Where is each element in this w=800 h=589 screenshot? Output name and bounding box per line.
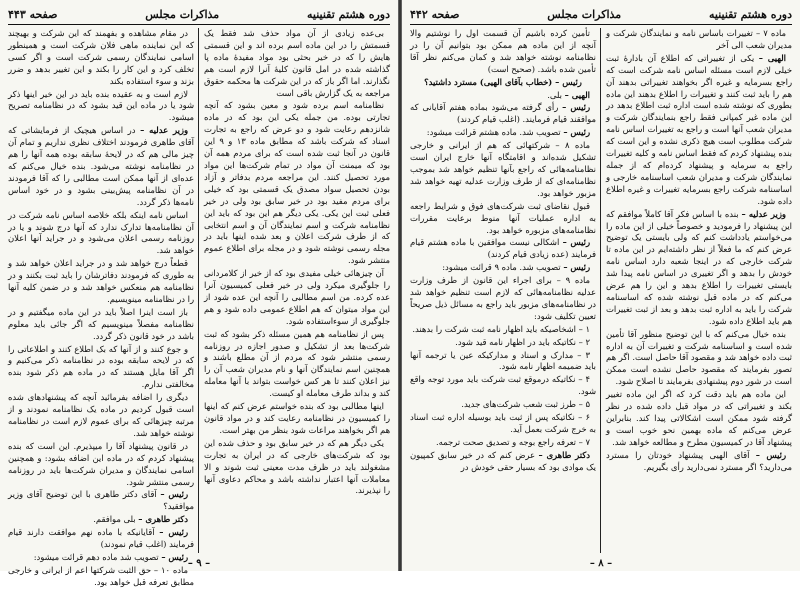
page-442 — [402, 0, 800, 571]
paragraph-text: اساس نامه اینکه بلکه خلاصه اساس نامه شرکت در آن نظامنامه‌ها تدارک ندارد که آنها درج شوند و یا در روزنامه رسمی اعلان می‌شود و در جراید آنها اعلان خواهد شد. — [8, 209, 194, 256]
text-paragraph — [606, 28, 792, 52]
text-paragraph — [410, 374, 596, 398]
paragraph-text: ۳ – مدارک و اسناد و مدارکیکه عین یا ترجمه آنها باید ضمیمه اظهار نامه شود. — [410, 349, 596, 372]
paragraph-text: بلی. — [547, 89, 562, 100]
paragraph-text: ماده ۷ – تغییرات باساس نامه و نمایندگان شرکت و مدیران شعب الی آخر — [606, 28, 792, 50]
text-paragraph — [8, 392, 194, 440]
speech-paragraph — [410, 127, 596, 139]
speaker-name: دکتر طاهری – — [138, 514, 188, 525]
paragraph-text: آن چیزهائی خیلی مفیدی بود که از خیر از کلامردانی را جلوگیری میکرد ولی در خیر فعلی کمیسیون آنرا عده کرده. من اسم مطالبی را آنچه این عده شود از این مواد میتوان که هم اطلاع عمومی داده شود و هم جلوگیری از سوءاستفاده شود. — [204, 268, 390, 326]
paragraph-text: ۴ – نکاتیکه درموقع ثبت شرکت باید مورد توجه واقع شود. — [410, 374, 596, 397]
paragraph-text: نظامنامه اسم برده شود و معین بشود که آنچه تجارتی بوده. من جمله یکی این بود که در ماده شانزدهم رعایت شود و دو عرض که راجع به تجارت اسناد که شرکت باشد که مطابق ماده ۱۳ و ۹ این قانون در آنجا ثبت شده است که برای مردم همه آن بود که میمنت آن مواد در تمام شرکت‌ها این مواد مورد تحصیل کنند. این مراجعه مردم بدفاتر و آزاد بودن تحصیل سواد مصدق یک قسمتی بود که خیلی برای مردم مفید بود در خیر سابق بود ولی در خیر فعلی ثبت این یکی. یکی دیگر هم این بود که باید این نظامنامه شرکت و اسم نمایندگان آن و اسم انتخابی که از طرف شرکت اعلان و بعد شده اینها باید در مجله رسمی نوشته شود و در مجله برای اطلاع عموم منتشر شود. — [204, 100, 390, 266]
paragraph-text: در قانون پیشنهاد آقا را میپذیرم. این است که بنده پیشنهاد کردم که در ماده این اضافه بشود: و همچنین اسامی نمایندگان و مدیران شرکت‌ها باید در روزنامه رسمی منتشر شود. — [8, 440, 194, 487]
paragraph-text: بی‌عده زیادی از آن مواد حذف شد فقط یک قسمتش را در این ماده اسم برده اند و این قسمتی هایش را که در خیر بحثی بود مواد مفیدهٔ ماده پا گذاشته شده در امل قانون کلیه‌ٔ آنرا لازم است هم نگذارند. اما اگر باز که در این شرکت ها محکمه حقوق مراجعه به یک گزارش باقی است — [204, 28, 390, 98]
paragraph-text: و جوع کنند و از آنها که بک اطلاع کنند و اطلاعاتی را که در لایحه سابقه بوده در نظامنامه ذکر می‌کنیم و اگر آقا مایل هستند که در ماده هم ذکر شود بنده مخالفتی ندارم. — [8, 343, 194, 390]
text-column-left — [410, 28, 596, 553]
speech-paragraph — [8, 514, 194, 526]
speaker-name: رئیس – — [755, 449, 786, 460]
speech-paragraph — [606, 53, 792, 208]
speech-paragraph — [410, 450, 596, 474]
column-divider — [600, 28, 601, 553]
paragraph-text: اینها مطالبی بود که بنده خواستم عرض کنم که اینها را کمیسیون در نظامنامه رعایت کند و در مواد قانون هم اگر بخواهند مراعات شود بنظر من بهتر است. — [204, 401, 390, 435]
text-paragraph — [8, 28, 194, 88]
text-column-right — [606, 28, 792, 553]
speaker-name: رئیس – — [160, 489, 188, 500]
paragraph-text: قطعاً درج خواهد شد و در جراید اعلان خواهد شد و به طوری که فرمودند دفاترشان را باید ثبت بکنند و در نظامنامه هم منعکس خواهد شد و در ضمن کلیه آنها را در نظامنامه مینویسیم. — [8, 258, 194, 304]
text-paragraph — [204, 100, 390, 267]
text-paragraph — [410, 350, 596, 374]
speech-paragraph — [410, 262, 596, 274]
paragraph-text: بلی موافقم. — [93, 514, 136, 525]
paragraph-text: ماده ۸ – شرکتهائی که هم از ایرانی و خارجی تشکیل شده‌اند و اقامتگاه آنها خارج ایران است نظامنامه‌هائی که راجع بآنها تنظیم خواهد شد بموجب نظامنامه‌ای که از طرف وزارت عدلیه تهیه خواهد شد مزبور خواهد بود. — [410, 140, 596, 198]
text-paragraph — [8, 258, 194, 306]
text-paragraph — [410, 201, 596, 237]
paragraph-text: رأی گرفته می‌شود بماده هفتم آقایانی که موافقند قیام فرمایند. (اغلب قیام کردند) — [410, 102, 596, 125]
page-folio: – ۸ – — [589, 558, 613, 569]
text-paragraph — [8, 307, 194, 343]
paragraph-text: لازم است و به عقیده بنده باید در این خیر اینها ذکر شود یا در ماده این قید بشود که در نظامنامه تصریح میشود. — [8, 88, 194, 123]
paragraph-text: پس از نظامنامه هم همین مسئله ذکر بشود که ثبت شرکت‌ها بعد از تشکیل و صدور اجازه در روزنامه رسمی منتشر شود که مردم از آن مطلع باشند و همچنین اسم نمایندگان آنها و نام مدیران شعب آن را نیز اعلان کنند تا هر کس خواست بتواند با آنها معامله کند و بداند طرف معامله او کیست. — [204, 328, 390, 399]
column-divider — [198, 28, 199, 553]
text-paragraph — [606, 329, 792, 389]
speech-paragraph — [8, 527, 194, 551]
speaker-name: الهیی – — [758, 52, 786, 63]
speaker-name: رئیس – — [562, 237, 591, 248]
paragraph-text: تصویب شد ماده دهم قرائت میشود: — [33, 551, 159, 562]
paragraph-text: در مقام مشاهده و بفهمند که این شرکت و بهیچند که این نماینده ماهی فلان شرکت است و همینطور اسامی نمایندگان رسمی شرکت است و اگر کسی تخلف کرد و این کار را بکند و این تغییر بدهد و ضرر بزند و سوء استفاده بکند — [8, 28, 194, 86]
paragraph-text: ماده ۱۰ – حق الثبت شرکتها اعم از ایرانی و خارجی مطابق تعرفه قبل خواهد بود. — [8, 564, 194, 587]
text-paragraph — [204, 329, 390, 400]
text-paragraph — [204, 268, 390, 328]
text-paragraph — [8, 441, 194, 489]
speaker-name: رئیس – — [563, 127, 590, 138]
speaker-name: رئیس – — [562, 102, 591, 113]
paragraph-text: آقای الهیی پیشنهاد خودتان را مسترد می‌دارید؟ اگر مسترد نمی‌دارید رأی بگیریم. — [606, 449, 792, 472]
text-column-left — [8, 28, 194, 587]
header-session: دوره هشتم تقنينيه — [709, 7, 792, 21]
paragraph-text: بنده با اساس فکر آقا کاملاً موافقم که این پیشنهاد را فرمودید و خصوصاً خیلی از این ماده را می‌خواستم یادداشت کنم که ولی بایستی یک توضیح عرض کنم که ما فعلاً از نظر داشته‌ایم در این ماده تا شرکت خارجی که در اینجا شعبه دارد اساس نامه خودش را بدهد و اگر تغییری در اساس نامه پیدا شد بایستی تغییرات را اطلاع بدهد و این را هم عرض می‌کنم که در ماده قبل نوشته شده که اساسنامه شرکت را باید به اداره ثبت بدهد و بعد از ثبت تغییرات هم باید اطلاع داده شود. — [606, 208, 792, 326]
text-paragraph — [410, 324, 596, 336]
motion-line: رئیس – (خطاب بآقای الهیی) مسترد داشتید؟ — [424, 76, 582, 87]
paragraph-text: تأمین کرده باشیم آن قسمت اول را نوشتیم والا آنچه از این ماده هم ممکن بود بتوانیم آن را در نظامنامه نوشته خواهد شد و کمان می‌کنم نظر آقا تأمین شده باشد. (صحیح است) — [410, 28, 596, 74]
text-paragraph — [410, 275, 596, 323]
header-session: دوره هشتم تقنينيه — [307, 7, 390, 21]
text-paragraph — [410, 337, 596, 349]
speaker-name: رئیس – — [563, 262, 590, 273]
text-column-right — [204, 28, 390, 553]
page-folio: – ۹ – — [187, 558, 211, 569]
speech-paragraph — [606, 450, 792, 474]
paragraph-text: دیگری را اضافه بفرمائید آنچه که پیشنهادهای شده است قبول کردیم در ماده یک نظامنامه نمودند و از مرتبه چیزهائی که برای عموم لازم است در نظامنامه نوشته خواهد شد. — [8, 392, 194, 438]
speech-paragraph — [410, 90, 596, 102]
speaker-name: دکتر طاهری – — [538, 449, 590, 460]
paragraph-text: اشکالی نیست موافقین با ماده هشتم قیام فرمایند (عده زیادی قیام کردند) — [410, 237, 596, 260]
paragraph-text: آقایانیکه با ماده نهم موافقت دارند قیام فرمایند (اغلب قیام نمودند) — [8, 527, 194, 550]
speech-paragraph — [606, 209, 792, 328]
paragraph-text: در اساس هیچیک از فرمایشاتی که آقای طاهری فرمودند اختلاف نظری نداریم و تمام آن چیز مالی هم که در لایحهٔ سابقه بوده همه آنها را هم در نظامنامه نوشته می‌شود. بنده خیال می‌کنم که عده‌ای از آنها ممکن است مطالبی را که آقا فرمودند در آن نظامنامه پیش‌بینی بشود و در خود اساس نامه‌ها ذکر گردد. — [8, 125, 194, 207]
header-title: مذاكرات مجلس — [145, 7, 220, 21]
paragraph-text: ماده ۹ – برای اجراء این قانون از طرف وزارت عدلیه نظامنامه‌هائی که لازم است تنظیم خواهد شد در نظامنامه‌های مزبور باید راجع به مسائل ذیل صریحاً تعیین تکلیف شود: — [410, 275, 596, 321]
paragraph-text: یکی دیگر هم که در خیر سابق بود و حذف شده این بود که شرکت‌های خارجی که در ایران به تجارت مشغولند باید در ظرف مدت معینی ثبت شوند و الا معاملات آنها اعتبار نداشته باشد و محاکم دعاوی آنها را نپذیرند. — [204, 437, 390, 496]
paragraph-text: ۱ – اشخاصیکه باید اظهار نامه ثبت شرکت را بدهند. — [412, 323, 590, 334]
speaker-name: وزیر عدلیه – — [741, 208, 786, 219]
paragraph-text: بنده خیال می‌کنم که با این توضیح منظور آقا تأمین شده است و اساسنامه شرکت و تغییرات آن به اداره ثبت داده خواهد شد و مقصود آقا حاصل است. اگر هم تصور بفرمایند که مقصود حاصل نشده است ممکن است در شور دوم پیشنهادی بفرمایند تا اصلاح شود. — [606, 328, 792, 387]
paragraph-text: یکی از تغییراتی که اطلاع آن بادارهٔ ثبت خیلی لازم است مسئله اساس نامه شرکت است که راجع بسرمایه و غیره اگر بخواهند تغییراتی بدهند آن هم را باید ثبت کنند و تغییرات را اطلاع بدهند این ماده بطوری که نوشته شده است اداره ثبت اطلاع بدهد در این ماده غیر کمپانی فقط راجع بنمایندگان شرکت و مدیران شعب آنها است و راجع به تغییرات اساس نامه شرکت مطلوب است هیچ ذکری نشده و این است که بنده پیشنهاد کردم که فقط اساس نامه و کلیه تغییرات راجع به سرمایه و پیشنهاد کرده‌ام که از جمله نمایندگان شرکت و مدیران شعب اساسنامه خارجی و اساسنامه شرکت راجع بسرمایه تغییرات و غیره اطلاع داده شود. — [606, 52, 792, 206]
speaker-name: الهیی – — [564, 89, 590, 100]
running-head — [410, 4, 792, 25]
speaker-name: وزیر عدلیه – — [140, 125, 188, 136]
paragraph-text: ۲ – نکاتیکه باید در اظهار نامه قید شود. — [455, 336, 590, 347]
text-paragraph — [410, 412, 596, 436]
header-page-number: صفحه ۴۴۲ — [410, 7, 460, 21]
text-paragraph — [410, 28, 596, 76]
paragraph-text: این ماده هم باید دقت کرد که اگر این ماده تغییر بکند و تغییراتی که در مواد قبل داده شده در نظر گرفته شود ممکن است اشکالاتی پیدا کند. بنابراین عرض می‌کنم که ماده بهمین نحو خوب است و پیشنهاد آقا در کمیسیون مطرح و مطالعه خواهد شد. — [606, 389, 792, 447]
paragraph-text: ۷ – تعرفه راجع بوجه و تصدیق صحت ترجمه. — [435, 436, 590, 447]
text-paragraph — [410, 140, 596, 200]
speaker-name: رئیس – — [161, 551, 188, 562]
speech-paragraph — [8, 125, 194, 208]
speech-paragraph — [8, 489, 194, 513]
text-paragraph — [204, 438, 390, 498]
speech-paragraph — [410, 102, 596, 126]
text-paragraph — [410, 437, 596, 449]
speech-paragraph — [410, 237, 596, 261]
text-paragraph — [410, 399, 596, 411]
text-paragraph — [606, 389, 792, 449]
running-head — [8, 4, 390, 25]
speaker-name: رئیس – — [159, 527, 188, 538]
page-443 — [0, 0, 398, 587]
paragraph-text: ۵ – طرز ثبت شعب شرکت‌های جدید. — [461, 399, 590, 410]
paragraph-text: تصویب شد. ماده هشتم قرائت میشود: — [426, 127, 561, 138]
header-title: مذاكرات مجلس — [547, 7, 622, 21]
text-paragraph — [204, 401, 390, 437]
text-paragraph — [8, 210, 194, 258]
paragraph-text: تصویب شد. ماده ۹ قرائت میشود: — [442, 262, 561, 273]
header-page-number: صفحه ۴۴۳ — [8, 7, 58, 21]
paragraph-text: ۶ – نکاتیکه پس از ثبت باید بوسیله اداره ثبت اسناد به خرج شرکت بعمل آید. — [410, 412, 596, 434]
paragraph-text: باز است اینرا اصلاً باید در این ماده میگفتیم و در نظامنامه مفصلاً مینویسیم که اگر جائی باید معلوم باشد در خود قانون ذکر گردد. — [8, 306, 194, 341]
text-paragraph — [204, 28, 390, 99]
paragraph-text: آقای دکتر طاهری با این توضیح آقای وزیر موافقید؟ — [8, 489, 194, 512]
text-paragraph — [8, 89, 194, 125]
text-paragraph — [8, 344, 194, 392]
paragraph-text: عرض کنم که در خیر سابق کمپیون یک موادی بود که بسیار حقی خودش در — [410, 449, 596, 472]
paragraph-text: قبول نقاضای ثبت شرکت‌های فوق و شرایط راجعه به اداره عملیات آنها منوط برعایت مقررات نظامنامه‌های مزبوره خواهد بود. — [410, 200, 596, 235]
